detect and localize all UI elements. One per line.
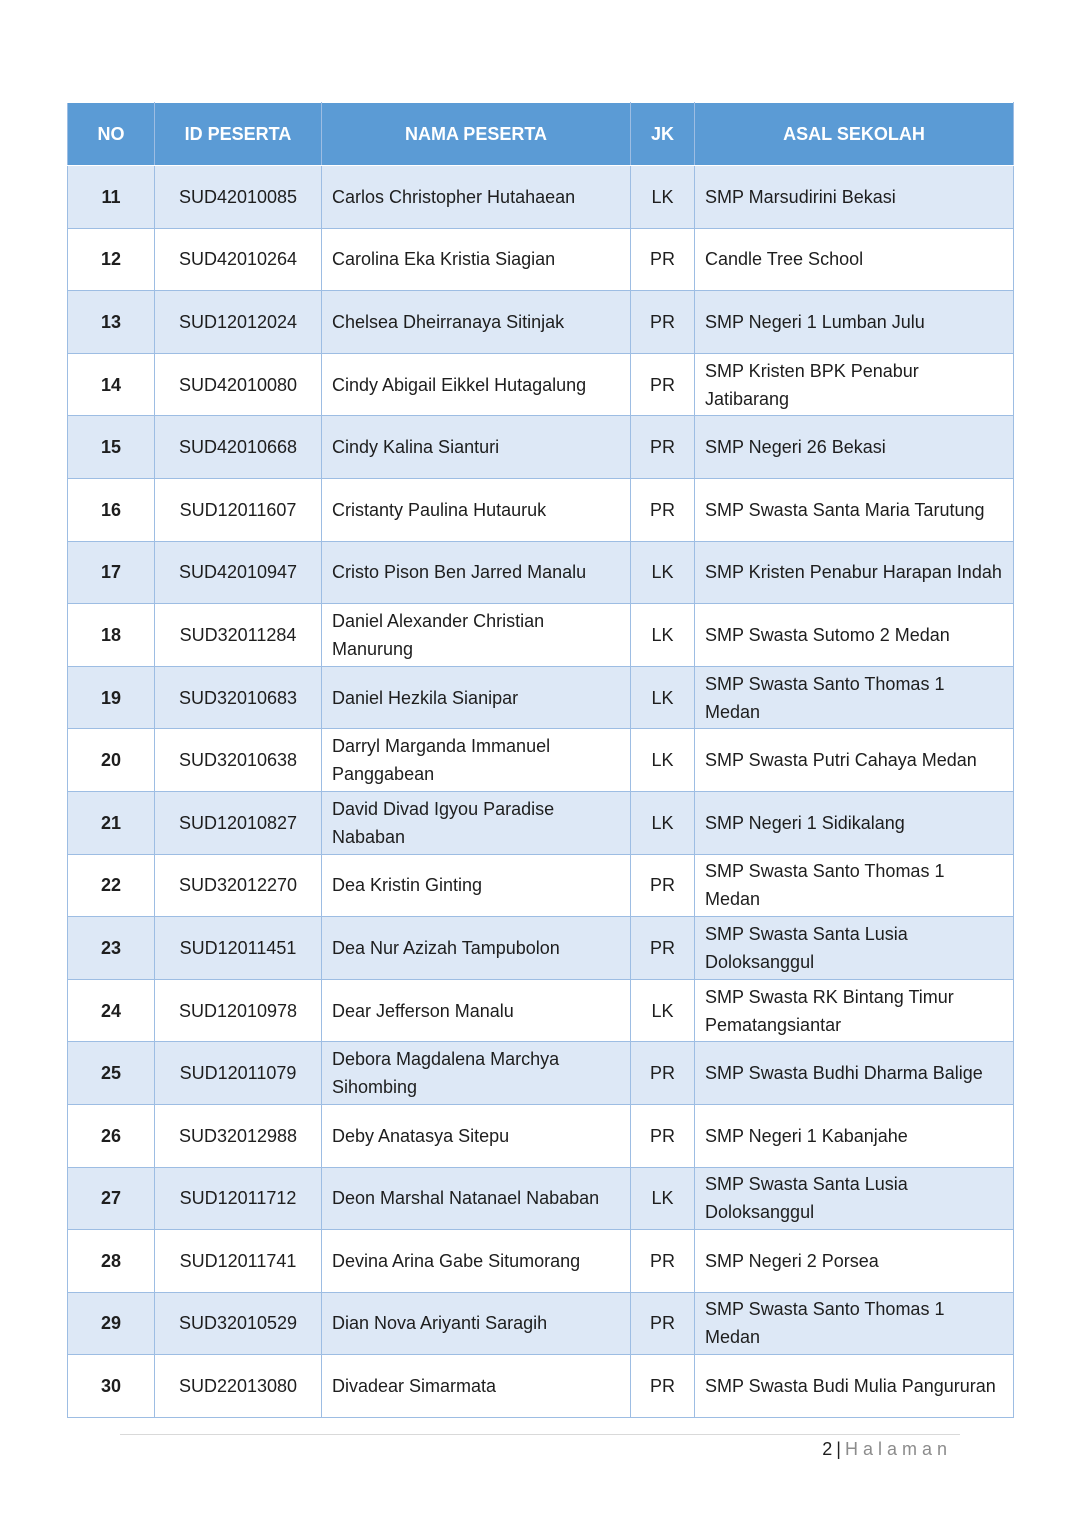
cell-asal-sekolah: SMP Swasta Budi Mulia Pangururan (695, 1355, 1014, 1418)
header-nama-peserta: NAMA PESERTA (322, 103, 631, 166)
cell-nama-peserta: Dea Kristin Ginting (322, 854, 631, 917)
cell-nama-peserta: Dear Jefferson Manalu (322, 979, 631, 1042)
cell-no: 17 (68, 541, 155, 604)
cell-no: 21 (68, 791, 155, 854)
cell-id-peserta: SUD12011079 (155, 1042, 322, 1105)
header-id-peserta: ID PESERTA (155, 103, 322, 166)
cell-nama-peserta: Cristo Pison Ben Jarred Manalu (322, 541, 631, 604)
cell-no: 13 (68, 291, 155, 354)
cell-jk: PR (631, 1230, 695, 1293)
page-label: Halaman (844, 1439, 952, 1459)
cell-jk: PR (631, 478, 695, 541)
cell-id-peserta: SUD32012270 (155, 854, 322, 917)
cell-nama-peserta: Carolina Eka Kristia Siagian (322, 228, 631, 291)
cell-id-peserta: SUD32012988 (155, 1104, 322, 1167)
table-row (68, 1042, 1014, 1105)
cell-jk: PR (631, 1104, 695, 1167)
cell-id-peserta: SUD12011712 (155, 1167, 322, 1230)
cell-no: 27 (68, 1167, 155, 1230)
cell-id-peserta: SUD12010827 (155, 791, 322, 854)
cell-id-peserta: SUD42010085 (155, 166, 322, 229)
cell-nama-peserta: Darryl Marganda Immanuel Panggabean (322, 729, 631, 792)
table-row (68, 666, 1014, 729)
cell-asal-sekolah: SMP Swasta Sutomo 2 Medan (695, 604, 1014, 667)
cell-asal-sekolah: SMP Negeri 1 Kabanjahe (695, 1104, 1014, 1167)
table-row (68, 541, 1014, 604)
page-footer (822, 1437, 952, 1461)
table-body (68, 166, 1014, 1418)
cell-asal-sekolah: SMP Swasta Santo Thomas 1 Medan (695, 666, 1014, 729)
cell-id-peserta: SUD12010978 (155, 979, 322, 1042)
cell-no: 25 (68, 1042, 155, 1105)
cell-id-peserta: SUD32010638 (155, 729, 322, 792)
table-row (68, 228, 1014, 291)
cell-nama-peserta: Dian Nova Ariyanti Saragih (322, 1292, 631, 1355)
cell-id-peserta: SUD32010529 (155, 1292, 322, 1355)
cell-id-peserta: SUD22013080 (155, 1355, 322, 1418)
cell-nama-peserta: Divadear Simarmata (322, 1355, 631, 1418)
cell-no: 30 (68, 1355, 155, 1418)
table-header (68, 103, 1014, 166)
cell-jk: PR (631, 228, 695, 291)
header-no: NO (68, 103, 155, 166)
cell-nama-peserta: Carlos Christopher Hutahaean (322, 166, 631, 229)
cell-nama-peserta: Devina Arina Gabe Situmorang (322, 1230, 631, 1293)
cell-nama-peserta: Chelsea Dheirranaya Sitinjak (322, 291, 631, 354)
cell-jk: PR (631, 353, 695, 416)
cell-jk: LK (631, 541, 695, 604)
cell-nama-peserta: Deby Anatasya Sitepu (322, 1104, 631, 1167)
table-row (68, 416, 1014, 479)
footer-divider (120, 1434, 960, 1435)
cell-asal-sekolah: SMP Marsudirini Bekasi (695, 166, 1014, 229)
table-row (68, 1167, 1014, 1230)
cell-no: 15 (68, 416, 155, 479)
cell-id-peserta: SUD42010668 (155, 416, 322, 479)
cell-jk: PR (631, 917, 695, 980)
cell-no: 16 (68, 478, 155, 541)
cell-jk: PR (631, 291, 695, 354)
cell-no: 12 (68, 228, 155, 291)
cell-asal-sekolah: SMP Swasta Putri Cahaya Medan (695, 729, 1014, 792)
cell-asal-sekolah: SMP Swasta Santa Lusia Doloksanggul (695, 1167, 1014, 1230)
cell-no: 26 (68, 1104, 155, 1167)
table-row (68, 791, 1014, 854)
cell-nama-peserta: Dea Nur Azizah Tampubolon (322, 917, 631, 980)
cell-jk: LK (631, 729, 695, 792)
header-row (68, 103, 1014, 166)
cell-no: 29 (68, 1292, 155, 1355)
cell-id-peserta: SUD32011284 (155, 604, 322, 667)
cell-asal-sekolah: SMP Kristen BPK Penabur Jatibarang (695, 353, 1014, 416)
cell-asal-sekolah: SMP Swasta Santa Maria Tarutung (695, 478, 1014, 541)
cell-asal-sekolah: SMP Swasta Santo Thomas 1 Medan (695, 854, 1014, 917)
cell-no: 18 (68, 604, 155, 667)
cell-no: 28 (68, 1230, 155, 1293)
cell-nama-peserta: Daniel Alexander Christian Manurung (322, 604, 631, 667)
page-number: 2 (822, 1439, 833, 1459)
cell-jk: LK (631, 791, 695, 854)
cell-jk: LK (631, 979, 695, 1042)
cell-jk: LK (631, 666, 695, 729)
header-jk: JK (631, 103, 695, 166)
cell-asal-sekolah: SMP Swasta Santo Thomas 1 Medan (695, 1292, 1014, 1355)
cell-id-peserta: SUD12011741 (155, 1230, 322, 1293)
table-row (68, 917, 1014, 980)
cell-no: 20 (68, 729, 155, 792)
cell-jk: LK (631, 604, 695, 667)
cell-asal-sekolah: SMP Swasta Santa Lusia Doloksanggul (695, 917, 1014, 980)
header-asal-sekolah: ASAL SEKOLAH (695, 103, 1014, 166)
cell-jk: PR (631, 1355, 695, 1418)
participant-table (67, 102, 1014, 1418)
cell-no: 11 (68, 166, 155, 229)
cell-jk: LK (631, 166, 695, 229)
table-row (68, 979, 1014, 1042)
cell-jk: PR (631, 1042, 695, 1105)
cell-no: 23 (68, 917, 155, 980)
footer-separator: | (836, 1439, 841, 1459)
table-row (68, 478, 1014, 541)
cell-nama-peserta: Deon Marshal Natanael Nababan (322, 1167, 631, 1230)
cell-asal-sekolah: SMP Swasta RK Bintang Timur Pematangsiantar (695, 979, 1014, 1042)
table-row (68, 1292, 1014, 1355)
cell-jk: PR (631, 1292, 695, 1355)
cell-nama-peserta: Daniel Hezkila Sianipar (322, 666, 631, 729)
cell-id-peserta: SUD12011451 (155, 917, 322, 980)
table-row (68, 1230, 1014, 1293)
cell-nama-peserta: Cindy Kalina Sianturi (322, 416, 631, 479)
table-row (68, 854, 1014, 917)
cell-asal-sekolah: SMP Swasta Budhi Dharma Balige (695, 1042, 1014, 1105)
cell-nama-peserta: Cindy Abigail Eikkel Hutagalung (322, 353, 631, 416)
cell-jk: PR (631, 416, 695, 479)
cell-asal-sekolah: SMP Negeri 1 Sidikalang (695, 791, 1014, 854)
table-row (68, 1104, 1014, 1167)
table-row (68, 291, 1014, 354)
cell-id-peserta: SUD42010264 (155, 228, 322, 291)
cell-no: 19 (68, 666, 155, 729)
cell-nama-peserta: Debora Magdalena Marchya Sihombing (322, 1042, 631, 1105)
cell-asal-sekolah: SMP Kristen Penabur Harapan Indah (695, 541, 1014, 604)
table-row (68, 166, 1014, 229)
table-row (68, 604, 1014, 667)
cell-id-peserta: SUD32010683 (155, 666, 322, 729)
cell-no: 24 (68, 979, 155, 1042)
cell-id-peserta: SUD12012024 (155, 291, 322, 354)
cell-no: 14 (68, 353, 155, 416)
cell-asal-sekolah: Candle Tree School (695, 228, 1014, 291)
cell-id-peserta: SUD42010947 (155, 541, 322, 604)
cell-nama-peserta: Cristanty Paulina Hutauruk (322, 478, 631, 541)
cell-id-peserta: SUD42010080 (155, 353, 322, 416)
cell-no: 22 (68, 854, 155, 917)
cell-asal-sekolah: SMP Negeri 26 Bekasi (695, 416, 1014, 479)
cell-nama-peserta: David Divad Igyou Paradise Nababan (322, 791, 631, 854)
cell-asal-sekolah: SMP Negeri 1 Lumban Julu (695, 291, 1014, 354)
cell-jk: PR (631, 854, 695, 917)
cell-id-peserta: SUD12011607 (155, 478, 322, 541)
table-row (68, 1355, 1014, 1418)
cell-asal-sekolah: SMP Negeri 2 Porsea (695, 1230, 1014, 1293)
cell-jk: LK (631, 1167, 695, 1230)
table-row (68, 729, 1014, 792)
table-row (68, 353, 1014, 416)
